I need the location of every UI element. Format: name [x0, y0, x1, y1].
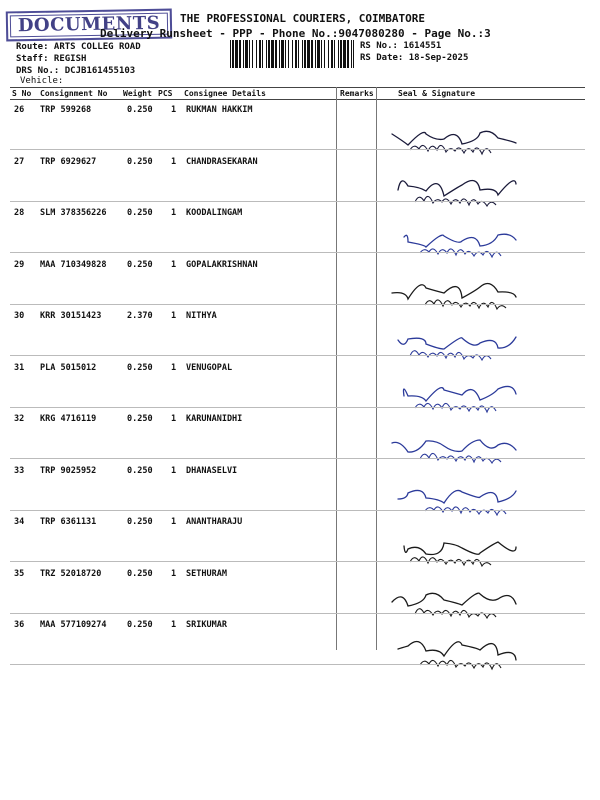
- row-weight: 2.370: [127, 311, 153, 321]
- barcode-bar: [321, 40, 322, 68]
- barcode-bar: [304, 40, 306, 68]
- signature: [380, 215, 590, 265]
- row-divider: [10, 252, 585, 253]
- remarks-right-divider: [376, 87, 377, 650]
- barcode-bar: [343, 40, 346, 68]
- row-pcs: 1: [171, 259, 177, 270]
- row-pcs: 1: [171, 156, 177, 167]
- signature-scribble: [380, 524, 590, 574]
- barcode-bar: [311, 40, 313, 68]
- row-divider: [10, 561, 585, 562]
- barcode-bar: [279, 40, 280, 68]
- staff-label: Staff: REGISH: [16, 54, 87, 64]
- barcode-bar: [266, 40, 267, 68]
- barcode-bar: [347, 40, 349, 68]
- signature-scribble: [380, 318, 590, 368]
- barcode-bar: [230, 40, 231, 68]
- row-sno: 33: [14, 465, 25, 476]
- barcode-bar: [259, 40, 261, 68]
- barcode: [230, 40, 354, 68]
- row-sno: 36: [14, 620, 25, 630]
- barcode-bar: [292, 40, 293, 68]
- signature: [380, 267, 590, 317]
- signature: [380, 421, 590, 471]
- barcode-bar: [249, 40, 250, 68]
- barcode-bar: [338, 40, 339, 68]
- barcode-bar: [315, 40, 316, 68]
- row-divider: [10, 664, 585, 665]
- route-label: Route: ARTS COLLEG ROAD: [16, 42, 141, 52]
- row-pcs: 1: [171, 208, 177, 218]
- col-header-consignee: Consignee Details: [184, 89, 266, 98]
- row-pcs: 1: [171, 620, 177, 630]
- signature-scribble: [380, 164, 590, 214]
- row-weight: 0.250: [127, 568, 153, 579]
- row-weight: 0.250: [127, 362, 153, 373]
- signature: [380, 576, 590, 626]
- table-header-rule: [10, 99, 585, 100]
- barcode-bar: [328, 40, 329, 68]
- row-consignee: ANANTHARAJU: [186, 517, 243, 527]
- row-sno: 26: [14, 105, 25, 115]
- barcode-bar: [298, 40, 299, 68]
- barcode-bar: [281, 40, 284, 68]
- col-header-seal: Seal & Signature: [398, 89, 476, 98]
- barcode-bar: [340, 40, 342, 68]
- vehicle-label: Vehicle:: [20, 76, 64, 86]
- row-consignment: MAA 577109274: [40, 620, 107, 630]
- row-sno: 27: [14, 156, 25, 167]
- row-weight: 0.250: [127, 414, 153, 424]
- row-divider: [10, 458, 585, 459]
- signature-scribble: [380, 267, 590, 317]
- row-sno: 32: [14, 414, 25, 424]
- row-divider: [10, 201, 585, 202]
- row-divider: [10, 149, 585, 150]
- barcode-bar: [232, 40, 234, 68]
- signature: [380, 473, 590, 523]
- signature-scribble: [380, 370, 590, 420]
- row-consignee: VENUGOPAL: [186, 362, 233, 373]
- row-consignment: TRZ 52018720: [40, 568, 102, 579]
- col-header-remarks: Remarks: [340, 89, 374, 98]
- row-consignment: TRP 599268: [40, 105, 92, 115]
- signature: [380, 370, 590, 420]
- runsheet-title: Delivery Runsheet - PPP - Phone No.:9047080280 - Page No.:3: [100, 27, 491, 40]
- signature: [380, 318, 590, 368]
- row-consignment: KRG 4716119: [40, 414, 97, 424]
- row-weight: 0.250: [127, 156, 153, 167]
- barcode-bar: [353, 40, 354, 68]
- barcode-bar: [324, 40, 325, 68]
- barcode-bar: [245, 40, 248, 68]
- row-divider: [10, 304, 585, 305]
- row-pcs: 1: [171, 517, 177, 527]
- row-divider: [10, 407, 585, 408]
- barcode-bar: [334, 40, 335, 68]
- barcode-bar: [256, 40, 257, 68]
- col-header-pcs: PCS: [158, 89, 173, 98]
- signature-scribble: [380, 473, 590, 523]
- signature-scribble: [380, 576, 590, 626]
- row-consignment: PLA 5015012: [40, 362, 97, 373]
- col-header-consignment: Consignment No: [40, 89, 108, 98]
- row-pcs: 1: [171, 568, 177, 579]
- row-consignee: DHANASELVI: [186, 465, 238, 476]
- barcode-bar: [252, 40, 253, 68]
- row-divider: [10, 613, 585, 614]
- row-consignee: KOODALINGAM: [186, 208, 243, 218]
- barcode-bar: [351, 40, 352, 68]
- row-consignment: TRP 9025952: [40, 465, 97, 476]
- row-sno: 28: [14, 208, 25, 218]
- row-consignment: SLM 378356226: [40, 208, 107, 218]
- rs-date: RS Date: 18-Sep-2025: [360, 53, 469, 63]
- row-pcs: 1: [171, 105, 177, 115]
- barcode-bar: [275, 40, 277, 68]
- barcode-bar: [331, 40, 333, 68]
- row-consignee: SRIKUMAR: [186, 620, 227, 630]
- row-divider: [10, 355, 585, 356]
- row-consignee: SETHURAM: [186, 568, 227, 579]
- row-pcs: 1: [171, 465, 177, 476]
- barcode-bar: [295, 40, 297, 68]
- row-pcs: 1: [171, 311, 177, 321]
- row-consignment: TRP 6929627: [40, 156, 97, 167]
- barcode-bar: [243, 40, 244, 68]
- signature-scribble: [380, 627, 590, 677]
- row-weight: 0.250: [127, 465, 153, 476]
- row-sno: 34: [14, 517, 25, 527]
- barcode-bar: [285, 40, 286, 68]
- signature: [380, 627, 590, 677]
- barcode-bar: [239, 40, 241, 68]
- barcode-bar: [302, 40, 303, 68]
- remarks-left-divider: [336, 87, 337, 650]
- signature: [380, 112, 590, 162]
- barcode-bar: [262, 40, 263, 68]
- row-consignee: NITHYA: [186, 311, 217, 321]
- row-sno: 29: [14, 259, 25, 270]
- barcode-bar: [288, 40, 289, 68]
- signature: [380, 524, 590, 574]
- barcode-bar: [268, 40, 270, 68]
- row-sno: 30: [14, 311, 25, 321]
- row-divider: [10, 510, 585, 511]
- signature-scribble: [380, 215, 590, 265]
- row-weight: 0.250: [127, 620, 153, 630]
- drs-number: DRS No.: DCJB161455103: [16, 66, 136, 76]
- row-weight: 0.250: [127, 105, 153, 115]
- barcode-bar: [317, 40, 320, 68]
- row-consignee: RUKMAN HAKKIM: [186, 105, 253, 115]
- row-sno: 31: [14, 362, 25, 373]
- row-pcs: 1: [171, 362, 177, 373]
- row-consignee: KARUNANIDHI: [186, 414, 243, 424]
- row-consignment: KRR 30151423: [40, 311, 102, 321]
- col-header-weight: Weight: [123, 89, 152, 98]
- documents-stamp: DOCUMENTS: [6, 9, 172, 42]
- row-pcs: 1: [171, 414, 177, 424]
- row-weight: 0.250: [127, 517, 153, 527]
- row-consignee: GOPALAKRISHNAN: [186, 259, 258, 270]
- rs-number: RS No.: 1614551: [360, 41, 442, 51]
- row-weight: 0.250: [127, 259, 153, 270]
- barcode-bar: [307, 40, 310, 68]
- signature-scribble: [380, 421, 590, 471]
- table-top-rule: [10, 87, 585, 88]
- row-sno: 35: [14, 568, 25, 579]
- barcode-bar: [235, 40, 238, 68]
- col-header-sno: S No: [12, 89, 32, 98]
- signature-scribble: [380, 112, 590, 162]
- row-consignee: CHANDRASEKARAN: [186, 156, 258, 167]
- row-consignment: TRP 6361131: [40, 517, 97, 527]
- row-weight: 0.250: [127, 208, 153, 218]
- barcode-bar: [271, 40, 274, 68]
- company-name: THE PROFESSIONAL COURIERS, COIMBATORE: [180, 12, 426, 25]
- row-consignment: MAA 710349828: [40, 259, 107, 270]
- signature: [380, 164, 590, 214]
